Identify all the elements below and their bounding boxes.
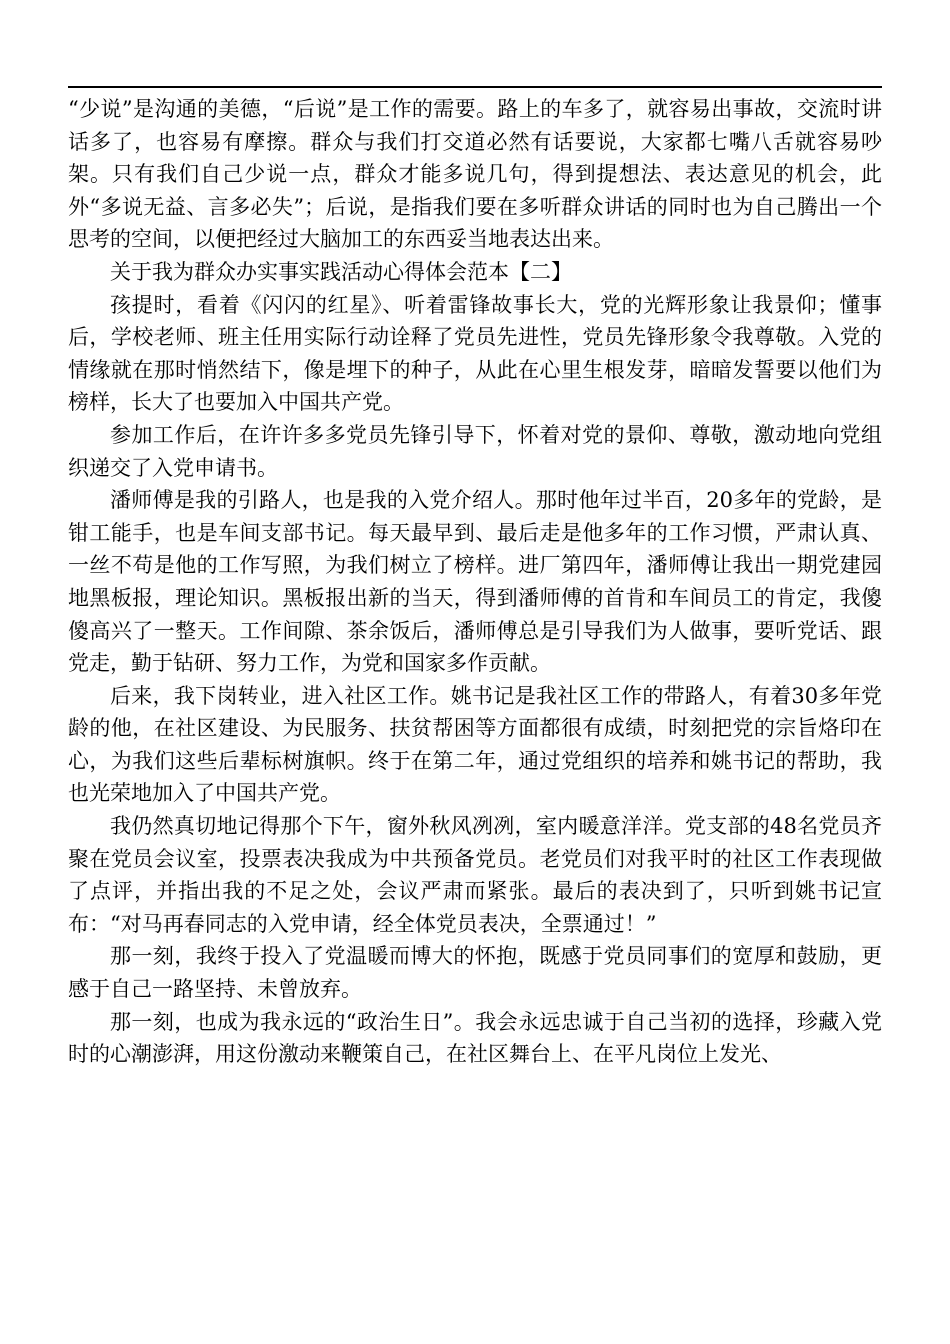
paragraph-master-pan: 潘师傅是我的引路人，也是我的入党介绍人。那时他年过半百，20多年的党龄，是钳工能手，也是车间支部书记。每天最早到、最后走是他多年的工作习惯，严肃认真、一丝不苟是他的工作写照，为我们树立了榜样。进厂第四年，潘师傅让我出一期党建园地黑板报，理论知识。黑板报出新的当天，得到潘师傅的首肯和车间员工的肯定，我傻傻高兴了一整天。工作间隙、茶余饭后，潘师傅总是引导我们为人做事，要听党话、跟党走，勤于钻研、努力工作，为党和国家多作贡献。	[68, 488, 882, 676]
section-heading: 关于我为群众办实事实践活动心得体会范本【二】	[110, 259, 572, 284]
paragraph-childhood: 孩提时，看着《闪闪的红星》、听着雷锋故事长大，党的光辉形象让我景仰；懂事后，学校老师、班主任用实际行动诠释了党员先进性，党员先锋形象令我尊敬。入党的情缘就在那时悄然结下，像是埋下的种子，从此在心里生根发芽，暗暗发誓要以他们为榜样，长大了也要加入中国共产党。	[68, 292, 882, 415]
paragraph-vote: 我仍然真切地记得那个下午，窗外秋风冽冽，室内暖意洋洋。党支部的48名党员齐聚在党员会议室，投票表决我成为中共预备党员。老党员们对我平时的社区工作表现做了点评，并指出我的不足之处，会议严肃而紧张。最后的表决到了，只听到姚书记宣布：“对马再春同志的入党申请，经全体党员表决，全票通过！”	[68, 814, 882, 936]
paragraph-community-work: 后来，我下岗转业，进入社区工作。姚书记是我社区工作的带路人，有着30多年党龄的他，在社区建设、为民服务、扶贫帮困等方面都很有成绩，时刻把党的宗旨烙印在心，为我们这些后辈标树旗帜。终于在第二年，通过党组织的培养和姚书记的帮助，我也光荣地加入了中国共产党。	[68, 683, 882, 806]
paragraph-moment-1: 那一刻，我终于投入了党温暖而博大的怀抱，既感于党员同事们的宽厚和鼓励，更感于自己一路坚持、未曾放弃。	[68, 944, 882, 1002]
header-rule	[68, 86, 882, 88]
paragraph-shaoshuo: “少说”是沟通的美德，“后说”是工作的需要。路上的车多了，就容易出事故，交流时讲话多了，也容易有摩擦。群众与我们打交道必然有话要说，大家都七嘴八舌就容易吵架。只有我们自己少说一点，群众才能多说几句，得到提想法、表达意见的机会，此外“多说无益、言多必失”；后说，是指我们要在多听群众讲话的同时也为自己腾出一个思考的空间，以便把经过大脑加工的东西妥当地表达出来。	[68, 97, 882, 252]
paragraph-moment-2: 那一刻，也成为我永远的“政治生日”。我会永远忠诚于自己当初的选择，珍藏入党时的心潮澎湃，用这份激动来鞭策自己，在社区舞台上、在平凡岗位上发光、	[68, 1009, 882, 1067]
document-body	[68, 93, 882, 1071]
paragraph-application: 参加工作后，在许许多多党员先锋引导下，怀着对党的景仰、尊敬，激动地向党组织递交了入党申请书。	[68, 422, 882, 480]
